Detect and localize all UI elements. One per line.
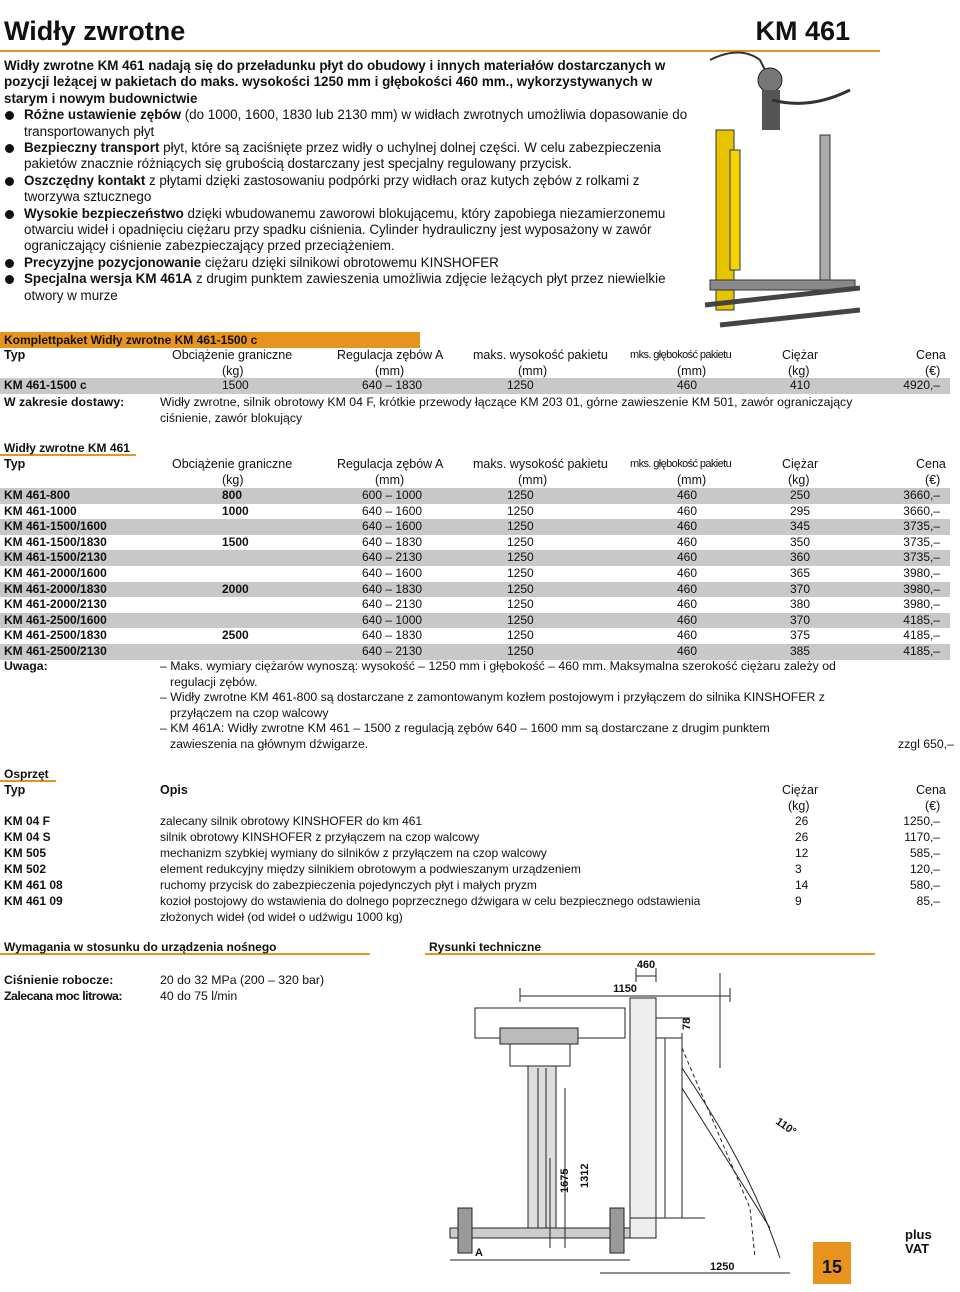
cell-weight: 370 [790,581,811,596]
feature-bold: Precyzyjne pozycjonowanie [24,254,202,270]
komplett-title: Komplettpaket Widły zwrotne KM 461-1500 c [0,332,420,348]
scope-text: Widły zwrotne, silnik obrotowy KM 04 F, krótkie przewody łączące KM 203 01, górne zawieszenie KM 501, zawór ograniczający ciśnienie, zawór blokujący [160,395,853,425]
cell-typ: KM 461-2500/2130 [4,644,107,658]
cell-opis: silnik obrotowy KINSHOFER z przyłączem na czop walcowy [160,830,480,844]
feature-item [4,173,694,206]
cell-weight: 9 [795,894,802,908]
intro-lead: Widły zwrotne KM 461 nadają się do przeładunku płyt do obudowy i innych materiałów dostarczanych w pozycji leżącej w pakietach do maks. wysokości 1250 mm i głębokości 460 mm., wykorzystywanych w starym i nowym budownictwie [4,58,666,106]
cell-typ: KM 461-2000/1600 [4,566,107,580]
svg-text:1675: 1675 [559,1168,571,1193]
feature-item [4,140,694,173]
cell-typ: KM 461-1500/1600 [4,519,107,534]
cell-price: 3980,– [903,566,940,580]
cell-maxh: 1250 [507,519,534,534]
cell-reg: 640 – 1830 [362,581,423,596]
cell-typ: KM 461 08 [4,878,63,892]
cell-weight: 385 [790,644,811,658]
cell-price: 85,– [916,894,940,908]
table-row [0,488,950,504]
svg-text:1250: 1250 [710,1261,735,1273]
feature-text: płyt, które są zaciśnięte przez widły o uchylnej dolnej części. W celu zabezpieczenia pakietów znacznie różniących się grubością dostarczany jest specjalny regulowany przycisk. [24,140,662,172]
cell-maxd: 460 [677,612,698,627]
price-note: plus VAT [905,1227,932,1256]
note-item: – Maks. wymiary ciężarów wynoszą: wysokość – 1250 mm i głębokość – 460 mm. Maksymalna szerokość ciężaru zależy od regulacji zębów. [160,659,836,689]
product-photo [700,40,860,330]
cell-typ: KM 461-2500/1600 [4,612,107,627]
feature-bold: Bezpieczny transport [24,140,160,156]
cell-weight: 26 [795,814,809,828]
cell-maxh: 1250 [507,534,534,549]
cell-weight: 370 [790,612,811,627]
svg-text:A: A [475,1247,483,1259]
bullet-icon [5,275,14,284]
acc-header: Typ Opis Ciężar Cena (kg) (€) [4,783,946,813]
feature-item [4,206,694,255]
feature-bold: Specjalna wersja KM 461A [24,271,193,287]
feature-list [4,107,694,304]
feature-text: (do 1000, 1600, 1830 lub 2130 mm) w widłach zwrotnych umożliwia dopasowanie do transportowanych płyt [24,107,688,139]
cell-maxd: 460 [677,628,698,643]
table-row [0,597,950,613]
table-row [0,644,950,660]
cell-weight: 365 [790,566,811,580]
cell-weight: 14 [795,878,809,892]
cell-maxd: 460 [677,597,698,612]
svg-text:78: 78 [681,1017,693,1030]
cell-maxd: 460 [677,644,698,658]
cell-price: 120,– [909,862,940,876]
cell-typ: KM 461-1500/2130 [4,550,107,565]
table-row [0,519,950,535]
cell-maxd: 460 [677,488,698,502]
cell-maxd: 460 [677,566,698,580]
model-number: KM 461 [755,16,850,46]
table-row [0,550,950,566]
cell-typ: KM 04 F [4,814,51,828]
cell-price: 1170,– [904,830,940,844]
table-row [0,504,950,520]
acc-title: Osprzęt [0,767,56,782]
cell-maxd: 460 [677,519,698,534]
main-title: Widły zwrotne KM 461 [0,441,136,456]
komplett-row: KM 461-1500 c 1500 640 – 1830 1250 460 410 4920,– [0,378,950,394]
cell-reg: 640 – 2130 [362,644,423,658]
cell-price: 4185,– [903,612,940,627]
cell-weight: 250 [790,488,811,502]
bullet-icon [5,111,14,120]
cell-weight: 380 [790,597,811,612]
cell-typ: KM 461-1500/1830 [4,534,107,549]
cell-price: 3980,– [903,581,940,596]
cell-maxh: 1250 [507,581,534,596]
cell-load: 2000 [222,581,249,596]
page-title: Widły zwrotne [4,16,186,46]
cell-typ: KM 461-1000 [4,503,77,518]
cell-weight: 375 [790,628,811,643]
cell-reg: 640 – 1830 [362,628,423,643]
page-number: 15 [813,1242,851,1284]
cell-price: 4185,– [903,628,940,643]
cell-load: 800 [222,488,243,502]
note-price: zzgl 650,– [897,737,954,751]
cell-maxh: 1250 [507,628,534,643]
cell-load: 1500 [222,534,249,549]
cell-typ: KM 461-2000/2130 [4,597,107,612]
cell-typ: KM 461-800 [4,488,71,502]
req-labels: Ciśnienie robocze: Zalecana moc litrowa: [4,973,122,1003]
technical-drawing [420,958,840,1283]
note-item: – Widły zwrotne KM 461-800 są dostarczane z zamontowanym kozłem postojowym i przyłączem do silnika KINSHOFER z przyłączem na czop walcowy [160,690,825,720]
cell-price: 3660,– [903,488,940,502]
cell-load: 2500 [222,628,249,643]
cell-weight: 295 [790,503,811,518]
note-label: Uwaga: [4,659,48,673]
cell-weight: 345 [790,519,811,534]
cell-price: 3735,– [903,519,940,534]
cell-weight: 3 [795,862,802,876]
cell-maxh: 1250 [507,503,534,518]
cell-reg: 640 – 2130 [362,597,423,612]
cell-typ: KM 461-2500/1830 [4,628,107,643]
cell-opis: zalecany silnik obrotowy KINSHOFER do km 461 [160,814,423,828]
req-title: Wymagania w stosunku do urządzenia nośnego [0,940,370,955]
cell-weight: 12 [795,846,809,860]
cell-reg: 600 – 1000 [362,488,423,502]
bullet-icon [5,210,14,219]
cell-price: 4185,– [903,644,940,658]
table-row [0,582,950,598]
cell-price: 3735,– [903,534,940,549]
cell-reg: 640 – 1000 [362,612,423,627]
cell-typ: KM 461-2000/1830 [4,581,107,596]
cell-typ: KM 04 S [4,830,51,844]
feature-bold: Oszczędny kontakt [24,172,146,188]
feature-item [4,107,694,140]
table-row [0,566,950,582]
cell-maxd: 460 [677,534,698,549]
cell-reg: 640 – 2130 [362,550,423,565]
cell-maxd: 460 [677,581,698,596]
svg-text:1150: 1150 [613,983,637,995]
feature-text: z drugim punktem zawieszenia umożliwia zdjęcie leżących płyt przez niewielkie otwory w murze [24,271,666,303]
main-header: Typ Obciążenie graniczne Regulacja zębów A maks. wysokość pakietu mks. głębokość pakietu Ciężar Cena (kg) (mm) (mm) (mm) (kg) (€) [4,457,946,487]
cell-maxd: 460 [677,503,698,518]
feature-text: ciężaru dzięki silnikowi obrotowemu KINSHOFER [201,254,499,270]
bullet-icon [5,259,14,268]
feature-item [4,271,694,304]
cell-price: 580,– [909,878,940,892]
note-item: – KM 461A: Widły zwrotne KM 461 – 1500 z regulacją zębów 640 – 1600 mm są dostarczane z drugim punktem zawieszenia na głównym dźwigarze. [160,721,770,751]
scope-label: W zakresie dostawy: [4,395,125,409]
table-row [0,535,950,551]
cell-reg: 640 – 1600 [362,503,423,518]
cell-opis: mechanizm szybkiej wymiany do silników z przyłączem na czop walcowy [160,846,547,860]
note-list [150,659,840,753]
cell-typ: KM 461 09 [4,894,63,908]
cell-weight: 26 [795,830,809,844]
cell-reg: 640 – 1600 [362,566,423,580]
feature-text: dzięki wbudowanemu zaworowi blokującemu, który zapobiega niezamierzonemu otwarciu wideł i opadnięciu ciężaru przy spadku ciśnienia. Cylinder hydrauliczny jest wyposażony w zawór ograniczający ciśnienie zabezpieczający przed przeciążeniem. [24,205,666,254]
svg-text:110°: 110° [773,1115,799,1139]
feature-bold: Różne ustawienie zębów [24,107,181,123]
cell-opis: kozioł postojowy do wstawienia do dolnego poprzecznego dźwigara w celu bezpiecznego odstawienia złożonych wideł (od wideł o udźwigu 1000 kg) [160,894,701,924]
feature-item [4,255,694,271]
intro [4,58,694,304]
cell-maxh: 1250 [507,488,534,502]
cell-reg: 640 – 1830 [362,534,423,549]
cell-price: 585,– [909,846,940,860]
cell-price: 3660,– [903,503,940,518]
cell-typ: KM 505 [4,846,47,860]
cell-opis: element redukcyjny między silnikiem obrotowym a podwieszanym urządzeniem [160,862,581,876]
cell-price: 3735,– [903,550,940,565]
cell-price: 3980,– [903,597,940,612]
cell-weight: 350 [790,534,811,549]
table-row [0,628,950,644]
req-values: 20 do 32 MPa (200 – 320 bar) 40 do 75 l/min [160,973,325,1003]
cell-opis: ruchomy przycisk do zabezpieczenia pojedynczych płyt i małych pryzm [160,878,537,892]
cell-load: 1000 [222,503,249,518]
cell-price: 1250,– [903,814,940,828]
drawings-title: Rysunki techniczne [425,940,875,955]
cell-maxh: 1250 [507,597,534,612]
cell-weight: 360 [790,550,811,565]
bullet-icon [5,177,14,186]
cell-maxh: 1250 [507,644,534,658]
cell-maxd: 460 [677,550,698,565]
table-row [0,613,950,629]
svg-text:1312: 1312 [579,1163,591,1188]
cell-maxh: 1250 [507,566,534,580]
cell-maxh: 1250 [507,612,534,627]
cell-reg: 640 – 1600 [362,519,423,534]
komplett-header: Typ Obciążenie graniczne Regulacja zębów A maks. wysokość pakietu mks. głębokość pakietu Ciężar Cena (kg) (mm) (mm) (mm) (kg) (€) [4,348,946,378]
svg-text:460: 460 [636,959,656,971]
feature-bold: Wysokie bezpieczeństwo [24,205,184,221]
bullet-icon [5,144,14,153]
feature-text: z płytami dzięki zastosowaniu podpórki przy widłach oraz kutych zębów z rolkami z tworzywa sztucznego [24,172,640,205]
cell-maxh: 1250 [507,550,534,565]
cell-typ: KM 502 [4,862,47,876]
